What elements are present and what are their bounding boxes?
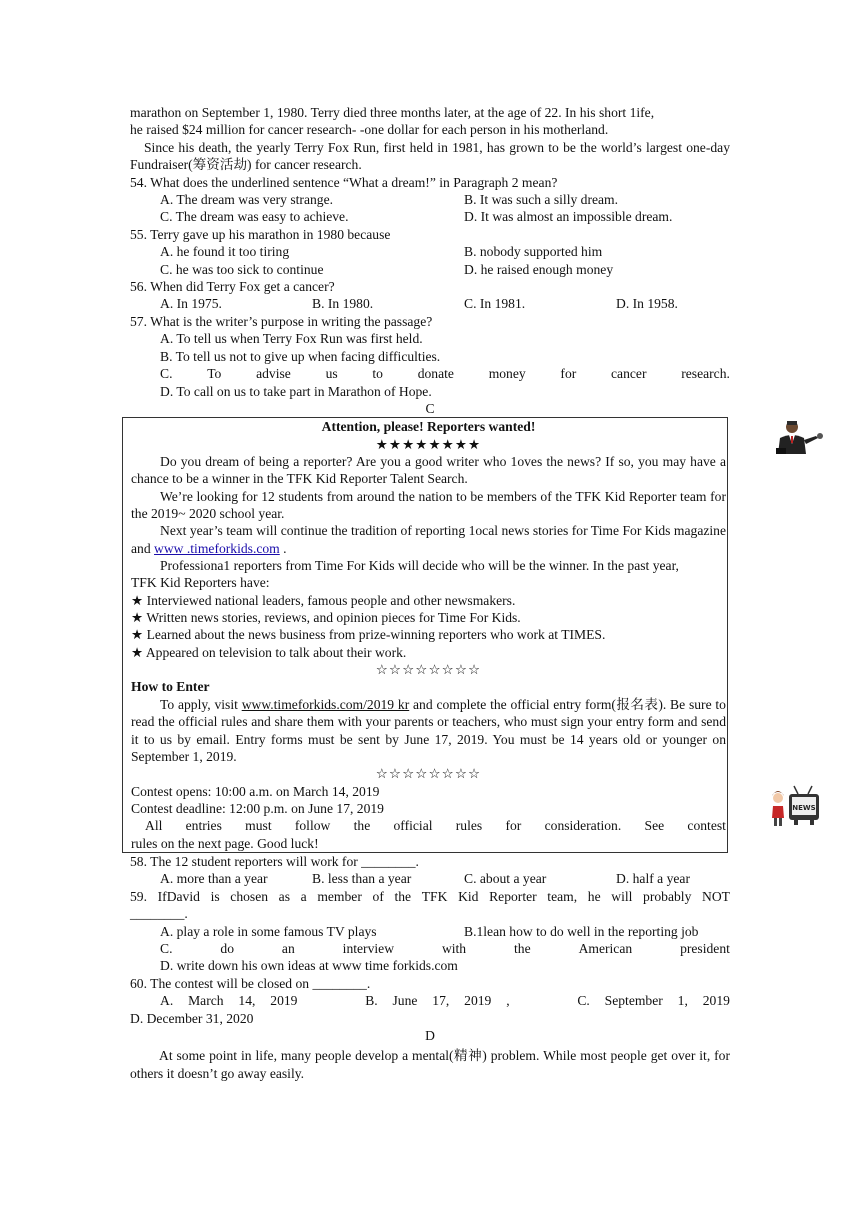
word: consideration.: [544, 818, 622, 834]
word: for: [560, 366, 577, 382]
q58-option-c[interactable]: C. about a year: [464, 871, 547, 887]
word: All: [145, 818, 163, 834]
q56-option-b[interactable]: B. In 1980.: [312, 296, 374, 312]
q59-option-c[interactable]: [130, 940, 730, 957]
word: us: [325, 366, 338, 382]
q57-option-c[interactable]: [130, 365, 730, 382]
word: to: [372, 366, 383, 382]
word: ,: [506, 993, 510, 1009]
word: September: [604, 993, 663, 1009]
ad-final-line-2: rules on the next page. Good luck!: [131, 835, 319, 851]
word: interview: [342, 941, 395, 956]
intro-line-1: marathon on September 1, 1980. Terry died three months later, at the age of 22. In his short 1ife,: [130, 105, 655, 120]
word: with: [441, 941, 467, 956]
word: 1,: [677, 993, 688, 1009]
question-57: 57. What is the writer’s purpose in writing the passage?: [130, 313, 433, 329]
q59-option-a[interactable]: A. play a role in some famous TV plays: [160, 923, 377, 939]
word: cancer: [611, 366, 647, 382]
how-to-enter-heading: How to Enter: [131, 679, 210, 695]
spacer: [312, 992, 350, 1009]
ad-p3-text: Next year’s team will continue the tradition of reporting 1ocal news stories for Time For Kids magazine and: [131, 523, 726, 556]
word: 2019: [270, 993, 298, 1009]
q59-option-d[interactable]: D. write down his own ideas at www time forkids.com: [160, 958, 458, 974]
document-page: [130, 104, 730, 1082]
word: C.: [160, 941, 173, 956]
word: follow: [294, 818, 331, 834]
reporter-man-icon: [770, 418, 828, 454]
section-d-heading: D: [425, 1028, 435, 1044]
news-tv-girl-icon: [768, 784, 824, 828]
ad-bullet: ★ Written news stories, reviews, and opinion pieces for Time For Kids.: [131, 610, 521, 626]
word: B.: [365, 993, 378, 1009]
entry-url-link[interactable]: www.timeforkids.com/2019 kr: [241, 696, 410, 712]
ad-solid-stars: ★★★★★★★★: [375, 436, 482, 452]
ad-bullet: ★ Appeared on television to talk about their work.: [131, 644, 407, 660]
ad-bullet: ★ Learned about the news business from prize-winning reporters who work at TIMES.: [131, 627, 606, 643]
q54-option-b[interactable]: B. It was such a silly dream.: [464, 192, 619, 208]
q55-options-row2: [130, 261, 730, 278]
spacer: [524, 992, 562, 1009]
question-55: 55. Terry gave up his marathon in 1980 because: [130, 226, 391, 242]
word: member: [317, 888, 362, 904]
reporters-ad-box: [122, 417, 728, 853]
ad-hollow-stars: ☆☆☆☆☆☆☆☆: [375, 662, 482, 678]
word: C.: [160, 366, 173, 382]
word: team,: [547, 888, 578, 904]
question-58: 58. The 12 student reporters will work for ________.: [130, 853, 419, 869]
word: as: [278, 888, 290, 904]
word: 59.: [130, 888, 147, 904]
ad-paragraph-4: Professiona1 reporters from Time For Kids will decide who will be the winner. In the past year,: [160, 558, 679, 574]
word: TFK: [421, 888, 448, 904]
q54-option-a[interactable]: A. The dream was very strange.: [160, 192, 334, 208]
word: C.: [577, 993, 590, 1009]
word: 17,: [432, 993, 450, 1009]
word: must: [245, 818, 272, 834]
ad-paragraph-3: [131, 522, 726, 557]
word: official: [393, 818, 433, 834]
ad-final-line: [131, 817, 726, 834]
word: research.: [681, 366, 730, 382]
q55-option-b[interactable]: B. nobody supported him: [464, 244, 603, 260]
word: president: [680, 941, 730, 956]
word: is: [210, 888, 220, 904]
question-54: 54. What does the underlined sentence “What a dream!” in Paragraph 2 mean?: [130, 174, 558, 190]
word: NOT: [702, 888, 730, 904]
q60-option-d[interactable]: D. December 31, 2020: [130, 1010, 254, 1026]
ad-p3-end: .: [279, 540, 287, 556]
word: the: [353, 818, 371, 834]
question-60: 60. The contest will be closed on ________.: [130, 975, 371, 991]
ad-hollow-stars-2: ☆☆☆☆☆☆☆☆: [375, 766, 482, 782]
word: for: [505, 818, 522, 834]
q58-option-a[interactable]: A. more than a year: [160, 871, 268, 887]
q55-options-row1: [130, 243, 730, 260]
word: See: [644, 818, 665, 834]
q58-options-row: [130, 870, 730, 887]
news-tv-label: NEWS: [792, 804, 816, 812]
q56-options-row: [130, 295, 730, 312]
question-59: [130, 888, 730, 905]
word: contest: [687, 818, 726, 834]
ad-bullet: ★ Interviewed national leaders, famous people and other newsmakers.: [131, 592, 516, 608]
ad-title: Attention, please! Reporters wanted!: [321, 419, 536, 435]
q56-option-a[interactable]: A. In 1975.: [160, 296, 222, 312]
q59-blank: ________.: [130, 906, 188, 922]
q54-option-d[interactable]: D. It was almost an impossible dream.: [464, 209, 673, 225]
ad-paragraph-1: Do you dream of being a reporter? Are you a good writer who 1oves the news? If so, you may have a chance to be a winner in the TFK Kid Reporter Talent Search.: [131, 454, 726, 487]
word: a: [300, 888, 307, 904]
word: the: [394, 888, 412, 904]
q59-option-b[interactable]: B.1lean how to do well in the reporting job: [464, 923, 699, 939]
q54-options-row1: [130, 191, 730, 208]
q55-option-c[interactable]: C. he was too sick to continue: [160, 261, 324, 277]
word: probably: [643, 888, 692, 904]
word: 14,: [238, 993, 256, 1009]
q58-option-b[interactable]: B. less than a year: [312, 871, 412, 887]
how-text-rest: and complete the official entry form(报名表). Be sure to read the official rules and share them with your parents or teachers, who must sign your entry form and send it to us by email. Entry forms must be sent by June 17, 2019. You must be 14 years old or younger on September 1, 2019.: [131, 696, 726, 764]
q54-option-c[interactable]: C. The dream was easy to achieve.: [160, 209, 349, 225]
word: chosen: [230, 888, 269, 904]
word: A.: [160, 993, 174, 1009]
q57-option-a[interactable]: A. To tell us when Terry Fox Run was first held.: [160, 331, 423, 347]
word: do: [220, 941, 234, 956]
contest-opens: Contest opens: 10:00 a.m. on March 14, 2019: [131, 783, 380, 799]
word: IfDavid: [157, 888, 200, 904]
q57-option-d[interactable]: D. To call on us to take part in Marathon of Hope.: [160, 383, 432, 399]
q55-option-a[interactable]: A. he found it too tiring: [160, 244, 290, 260]
intro-line-2: he raised $24 million for cancer research- -one dollar for each person in his motherland.: [130, 122, 609, 138]
timeforkids-link[interactable]: www .timeforkids.com: [154, 540, 280, 556]
ad-paragraph-5: TFK Kid Reporters have:: [131, 575, 270, 591]
ad-paragraph-2: We’re looking for 12 students from around the nation to be members of the TFK Kid Reporter team for the 2019~ 2020 school year.: [131, 488, 726, 522]
section-c-heading: C: [425, 400, 435, 416]
word: an: [281, 941, 295, 956]
word: will: [611, 888, 633, 904]
word: June: [392, 993, 418, 1009]
q56-option-c[interactable]: C. In 1981.: [464, 296, 526, 312]
contest-deadline: Contest deadline: 12:00 p.m. on June 17, 2019: [131, 800, 384, 816]
word: of: [372, 888, 384, 904]
word: Kid: [458, 888, 479, 904]
word: entries: [185, 818, 222, 834]
word: advise: [256, 366, 291, 382]
word: 2019: [702, 993, 730, 1009]
how-to-enter-text: [131, 696, 726, 765]
word: he: [587, 888, 601, 904]
q54-options-row2: [130, 208, 730, 225]
word: money: [488, 366, 526, 382]
intro-paragraph-2: Since his death, the yearly Terry Fox Run, first held in 1981, has grown to be the world’s largest one-day Fundraiser(筹资活劫) for cancer research.: [130, 139, 730, 173]
word: 2019: [464, 993, 492, 1009]
word: To: [207, 366, 222, 382]
q57-option-b[interactable]: B. To tell us not to give up when facing difficulties.: [160, 348, 441, 364]
word: American: [578, 941, 633, 956]
question-56: 56. When did Terry Fox get a cancer?: [130, 279, 335, 295]
word: rules: [455, 818, 483, 834]
q56-option-d[interactable]: D. In 1958.: [616, 296, 678, 312]
section-d-paragraph: At some point in life, many people develop a mental(精神) problem. While most people get over it, for others it doesn’t go away easily.: [130, 1048, 730, 1081]
word: donate: [417, 366, 454, 382]
word: Reporter: [489, 888, 537, 904]
how-text-start: To apply, visit: [160, 696, 242, 712]
q60-options-row: [130, 992, 730, 1009]
q55-option-d[interactable]: D. he raised enough money: [464, 261, 614, 277]
word: the: [514, 941, 531, 956]
word: March: [188, 993, 224, 1009]
q59-options-row1: [130, 923, 730, 940]
q58-option-d[interactable]: D. half a year: [616, 871, 690, 887]
